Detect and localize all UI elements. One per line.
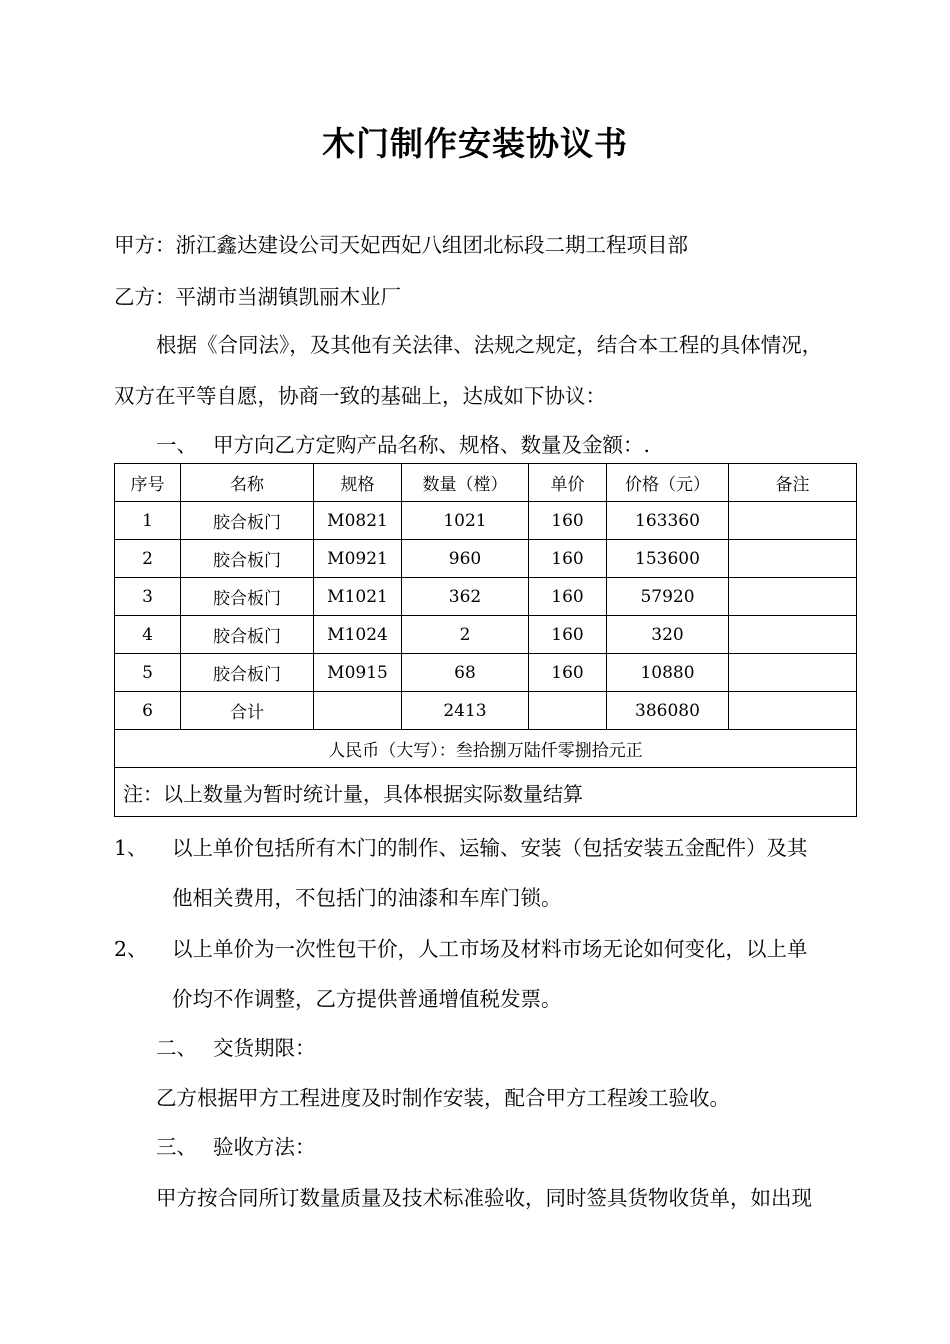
clause-1-number: 1、 xyxy=(114,836,148,860)
cell-name: 胶合板门 xyxy=(181,502,314,540)
section-3-number: 三、 xyxy=(156,1135,197,1159)
cell-name: 胶合板门 xyxy=(181,616,314,654)
cell-price: 163360 xyxy=(607,502,729,540)
clause-1-line-2: 他相关费用，不包括门的油漆和车库门锁。 xyxy=(172,886,562,910)
cell-unit-price: 160 xyxy=(529,540,607,578)
clause-2-line-2: 价均不作调整，乙方提供普通增值税发票。 xyxy=(172,987,562,1011)
section-3-heading: 验收方法： xyxy=(213,1135,316,1159)
intro-line-1: 根据《合同法》，及其他有关法律、法规之规定，结合本工程的具体情况， xyxy=(156,333,823,357)
cell-quantity: 960 xyxy=(402,540,529,578)
cell-quantity: 362 xyxy=(402,578,529,616)
cell-remark xyxy=(729,502,857,540)
cell-remark xyxy=(729,616,857,654)
document-title: 木门制作安装协议书 xyxy=(322,124,628,163)
table-row xyxy=(115,578,857,616)
cell-index: 4 xyxy=(115,616,181,654)
cell-spec: M0821 xyxy=(314,502,402,540)
intro-line-2: 双方在平等自愿，协商一致的基础上，达成如下协议： xyxy=(114,384,606,408)
table-row xyxy=(115,502,857,540)
table-row xyxy=(115,654,857,692)
cell-name: 胶合板门 xyxy=(181,578,314,616)
table-rmb-row xyxy=(115,730,857,768)
cell-index: 3 xyxy=(115,578,181,616)
clause-2-line-1: 以上单价为一次性包干价，人工市场及材料市场无论如何变化，以上单 xyxy=(172,937,808,961)
header-unit-price: 单价 xyxy=(529,464,607,502)
cell-remark xyxy=(729,654,857,692)
cell-unit-price: 160 xyxy=(529,502,607,540)
party-b: 乙方：平湖市当湖镇凯丽木业厂 xyxy=(114,285,401,309)
cell-unit-price: 160 xyxy=(529,578,607,616)
section-2-number: 二、 xyxy=(156,1036,197,1060)
cell-quantity: 2 xyxy=(402,616,529,654)
table-total-row xyxy=(115,692,857,730)
cell-remark xyxy=(729,540,857,578)
cell-remark xyxy=(729,692,857,730)
cell-spec: M1024 xyxy=(314,616,402,654)
cell-spec: M1021 xyxy=(314,578,402,616)
table-header-row xyxy=(115,464,857,502)
cell-spec xyxy=(314,692,402,730)
header-remark: 备注 xyxy=(729,464,857,502)
table-row xyxy=(115,616,857,654)
product-table xyxy=(114,463,857,817)
cell-price: 10880 xyxy=(607,654,729,692)
clause-2-number: 2、 xyxy=(114,937,148,961)
cell-price: 153600 xyxy=(607,540,729,578)
clause-1-line-1: 以上单价包括所有木门的制作、运输、安装（包括安装五金配件）及其 xyxy=(172,836,808,860)
cell-unit-price xyxy=(529,692,607,730)
cell-quantity: 2413 xyxy=(402,692,529,730)
cell-index: 2 xyxy=(115,540,181,578)
cell-price: 320 xyxy=(607,616,729,654)
cell-price: 57920 xyxy=(607,578,729,616)
header-price: 价格（元） xyxy=(607,464,729,502)
cell-name: 合计 xyxy=(181,692,314,730)
header-spec: 规格 xyxy=(314,464,402,502)
section-3-body: 甲方按合同所订数量质量及技术标准验收，同时签具货物收货单，如出现 xyxy=(156,1186,812,1210)
header-quantity: 数量（樘） xyxy=(402,464,529,502)
rmb-total-text: 人民币（大写）：叁拾捌万陆仟零捌拾元正 xyxy=(115,730,857,768)
cell-unit-price: 160 xyxy=(529,616,607,654)
cell-quantity: 68 xyxy=(402,654,529,692)
table-note-row xyxy=(115,768,857,817)
cell-name: 胶合板门 xyxy=(181,540,314,578)
cell-spec: M0915 xyxy=(314,654,402,692)
table-row xyxy=(115,540,857,578)
section-1-number: 一、 xyxy=(156,433,197,457)
cell-unit-price: 160 xyxy=(529,654,607,692)
cell-quantity: 1021 xyxy=(402,502,529,540)
header-index: 序号 xyxy=(115,464,181,502)
party-a: 甲方：浙江鑫达建设公司天妃西妃八组团北标段二期工程项目部 xyxy=(114,233,688,257)
cell-spec: M0921 xyxy=(314,540,402,578)
cell-price: 386080 xyxy=(607,692,729,730)
header-name: 名称 xyxy=(181,464,314,502)
table-note-text: 注：以上数量为暂时统计量，具体根据实际数量结算 xyxy=(115,768,857,817)
cell-index: 5 xyxy=(115,654,181,692)
section-1-heading: 甲方向乙方定购产品名称、规格、数量及金额：. xyxy=(213,433,651,457)
cell-name: 胶合板门 xyxy=(181,654,314,692)
cell-index: 1 xyxy=(115,502,181,540)
cell-index: 6 xyxy=(115,692,181,730)
cell-remark xyxy=(729,578,857,616)
section-2-body: 乙方根据甲方工程进度及时制作安装，配合甲方工程竣工验收。 xyxy=(156,1086,730,1110)
section-2-heading: 交货期限： xyxy=(213,1036,316,1060)
